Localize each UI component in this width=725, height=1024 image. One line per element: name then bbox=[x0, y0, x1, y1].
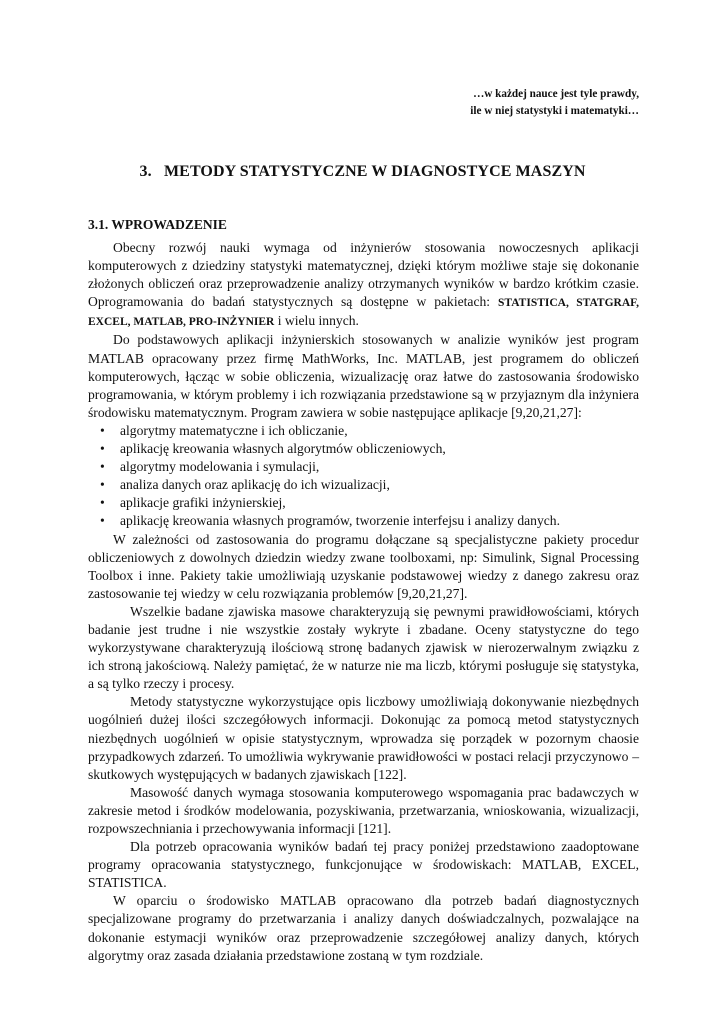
epigraph bbox=[470, 86, 639, 120]
paragraph-1-tail: i wielu innych. bbox=[274, 313, 359, 329]
list-item: • algorytmy modelowania i symulacji, bbox=[88, 458, 639, 476]
epigraph-line-1: …w każdej nauce jest tyle prawdy, bbox=[473, 88, 639, 100]
section-title: 3.1. WPROWADZENIE bbox=[88, 217, 227, 232]
paragraph-8: W oparciu o środowisko MATLAB opracowano dla potrzeb badań diagnostycznych specjalizowane programy do przetwarzania i analizy danych doświadczalnych, pozwalające na dokonanie estymacji wyników oraz przeprowadzenie szczegółowej analizy danych, których algorytmy oraz zasada działania przedstawione zostaną w tym rozdziale. bbox=[88, 893, 639, 963]
paragraph-7: Dla potrzeb opracowania wyników badań tej pracy poniżej przedstawiono zaadoptowane programy opracowania statystycznego, funkcjonujące w środowiskach: MATLAB, EXCEL, STATISTICA. bbox=[88, 839, 639, 891]
list-item: • algorytmy matematyczne i ich obliczanie, bbox=[88, 422, 639, 440]
paragraph-3: W zależności od zastosowania do programu dołączane są specjalistyczne pakiety procedur obliczeniowych z dowolnych dziedzin wiedzy zwane toolboxami, np: Simulink, Signal Processing Toolbox i inne. Pakiety takie umożliwiają uzyskanie podstawowej wiedzy z danego zakresu oraz zastosowanie tej wiedzy w celu rozwiązania problemów [9,20,21,27]. bbox=[88, 531, 639, 601]
list-item: • aplikację kreowania własnych programów, tworzenie interfejsu i analizy danych. bbox=[88, 512, 639, 530]
application-list bbox=[88, 422, 639, 531]
list-item: • analiza danych oraz aplikację do ich wizualizacji, bbox=[88, 476, 639, 494]
body-text bbox=[88, 239, 639, 965]
chapter-title: 3. METODY STATYSTYCZNE W DIAGNOSTYCE MASZYN bbox=[139, 163, 586, 180]
paragraph-5: Metody statystyczne wykorzystujące opis liczbowy umożliwiają dokonywanie niezbędnych uogólnień dużej ilości szczegółowych informacji. Dokonując za pomocą metod statystycznych niezbędnych uogólnień w opisie statystycznym, wprowadza się porządek w pozornym chaosie przypadkowych zdarzeń. To umożliwia wykrywanie prawidłowości w postaci relacji przyczynowo – skutkowych występujących w badanych zjawiskach [122]. bbox=[88, 694, 639, 782]
paragraph-4: Wszelkie badane zjawiska masowe charakteryzują się pewnymi prawidłowościami, których badanie jest trudne i nie wszystkie zostały wykryte i zbadane. Oceny statystyczne do tego wykorzystywane charakteryzują ilościową stronę badanych zjawisk w nierozerwalnym związku z ich stroną jakościową. Należy pamiętać, że w naturze nie ma liczb, którymi posługuje się statystyka, a są tylko rzeczy i procesy. bbox=[88, 603, 639, 692]
paragraph-1-text: Obecny rozwój nauki wymaga od inżynierów stosowania nowoczesnych aplikacji komputerowych z dziedziny statystyki matematycznej, dzięki którym możliwe staje się dokonanie złożonych obliczeń oraz przeprowadzenie analizy otrzymanych wyników w bardzo krótkim czasie. Oprogramowania do badań statystycznych są dostępne w pakietach: bbox=[88, 240, 639, 310]
software-packages: STATISTICA, STATGRAF, EXCEL, MATLAB, PRO-INŻYNIER bbox=[88, 297, 639, 329]
epigraph-line-2: ile w niej statystyki i matematyki… bbox=[470, 105, 639, 117]
paragraph-1 bbox=[88, 239, 639, 331]
paragraph-6: Masowość danych wymaga stosowania komputerowego wspomagania prac badawczych w zakresie metod i środków modelowania, pozyskiwania, przetwarzania, wnioskowania, wizualizacji, rozpowszechniania i przechowywania informacji [121]. bbox=[88, 784, 639, 836]
paragraph-2: Do podstawowych aplikacji inżynierskich stosowanych w analizie wyników jest program MATLAB opracowany przez firmę MathWorks, Inc. MATLAB, jest programem do obliczeń komputerowych, łącząc w sobie obliczenia, wizualizację oraz łatwe do zastosowania środowisko programowania, w którym problemy i ich rozwiązania przedstawione są w przyjaznym dla inżyniera środowisku matematycznym. Program zawiera w sobie następujące aplikacje [9,20,21,27]: bbox=[88, 332, 639, 420]
list-item: • aplikacje grafiki inżynierskiej, bbox=[88, 494, 639, 512]
list-item: • aplikację kreowania własnych algorytmów obliczeniowych, bbox=[88, 440, 639, 458]
